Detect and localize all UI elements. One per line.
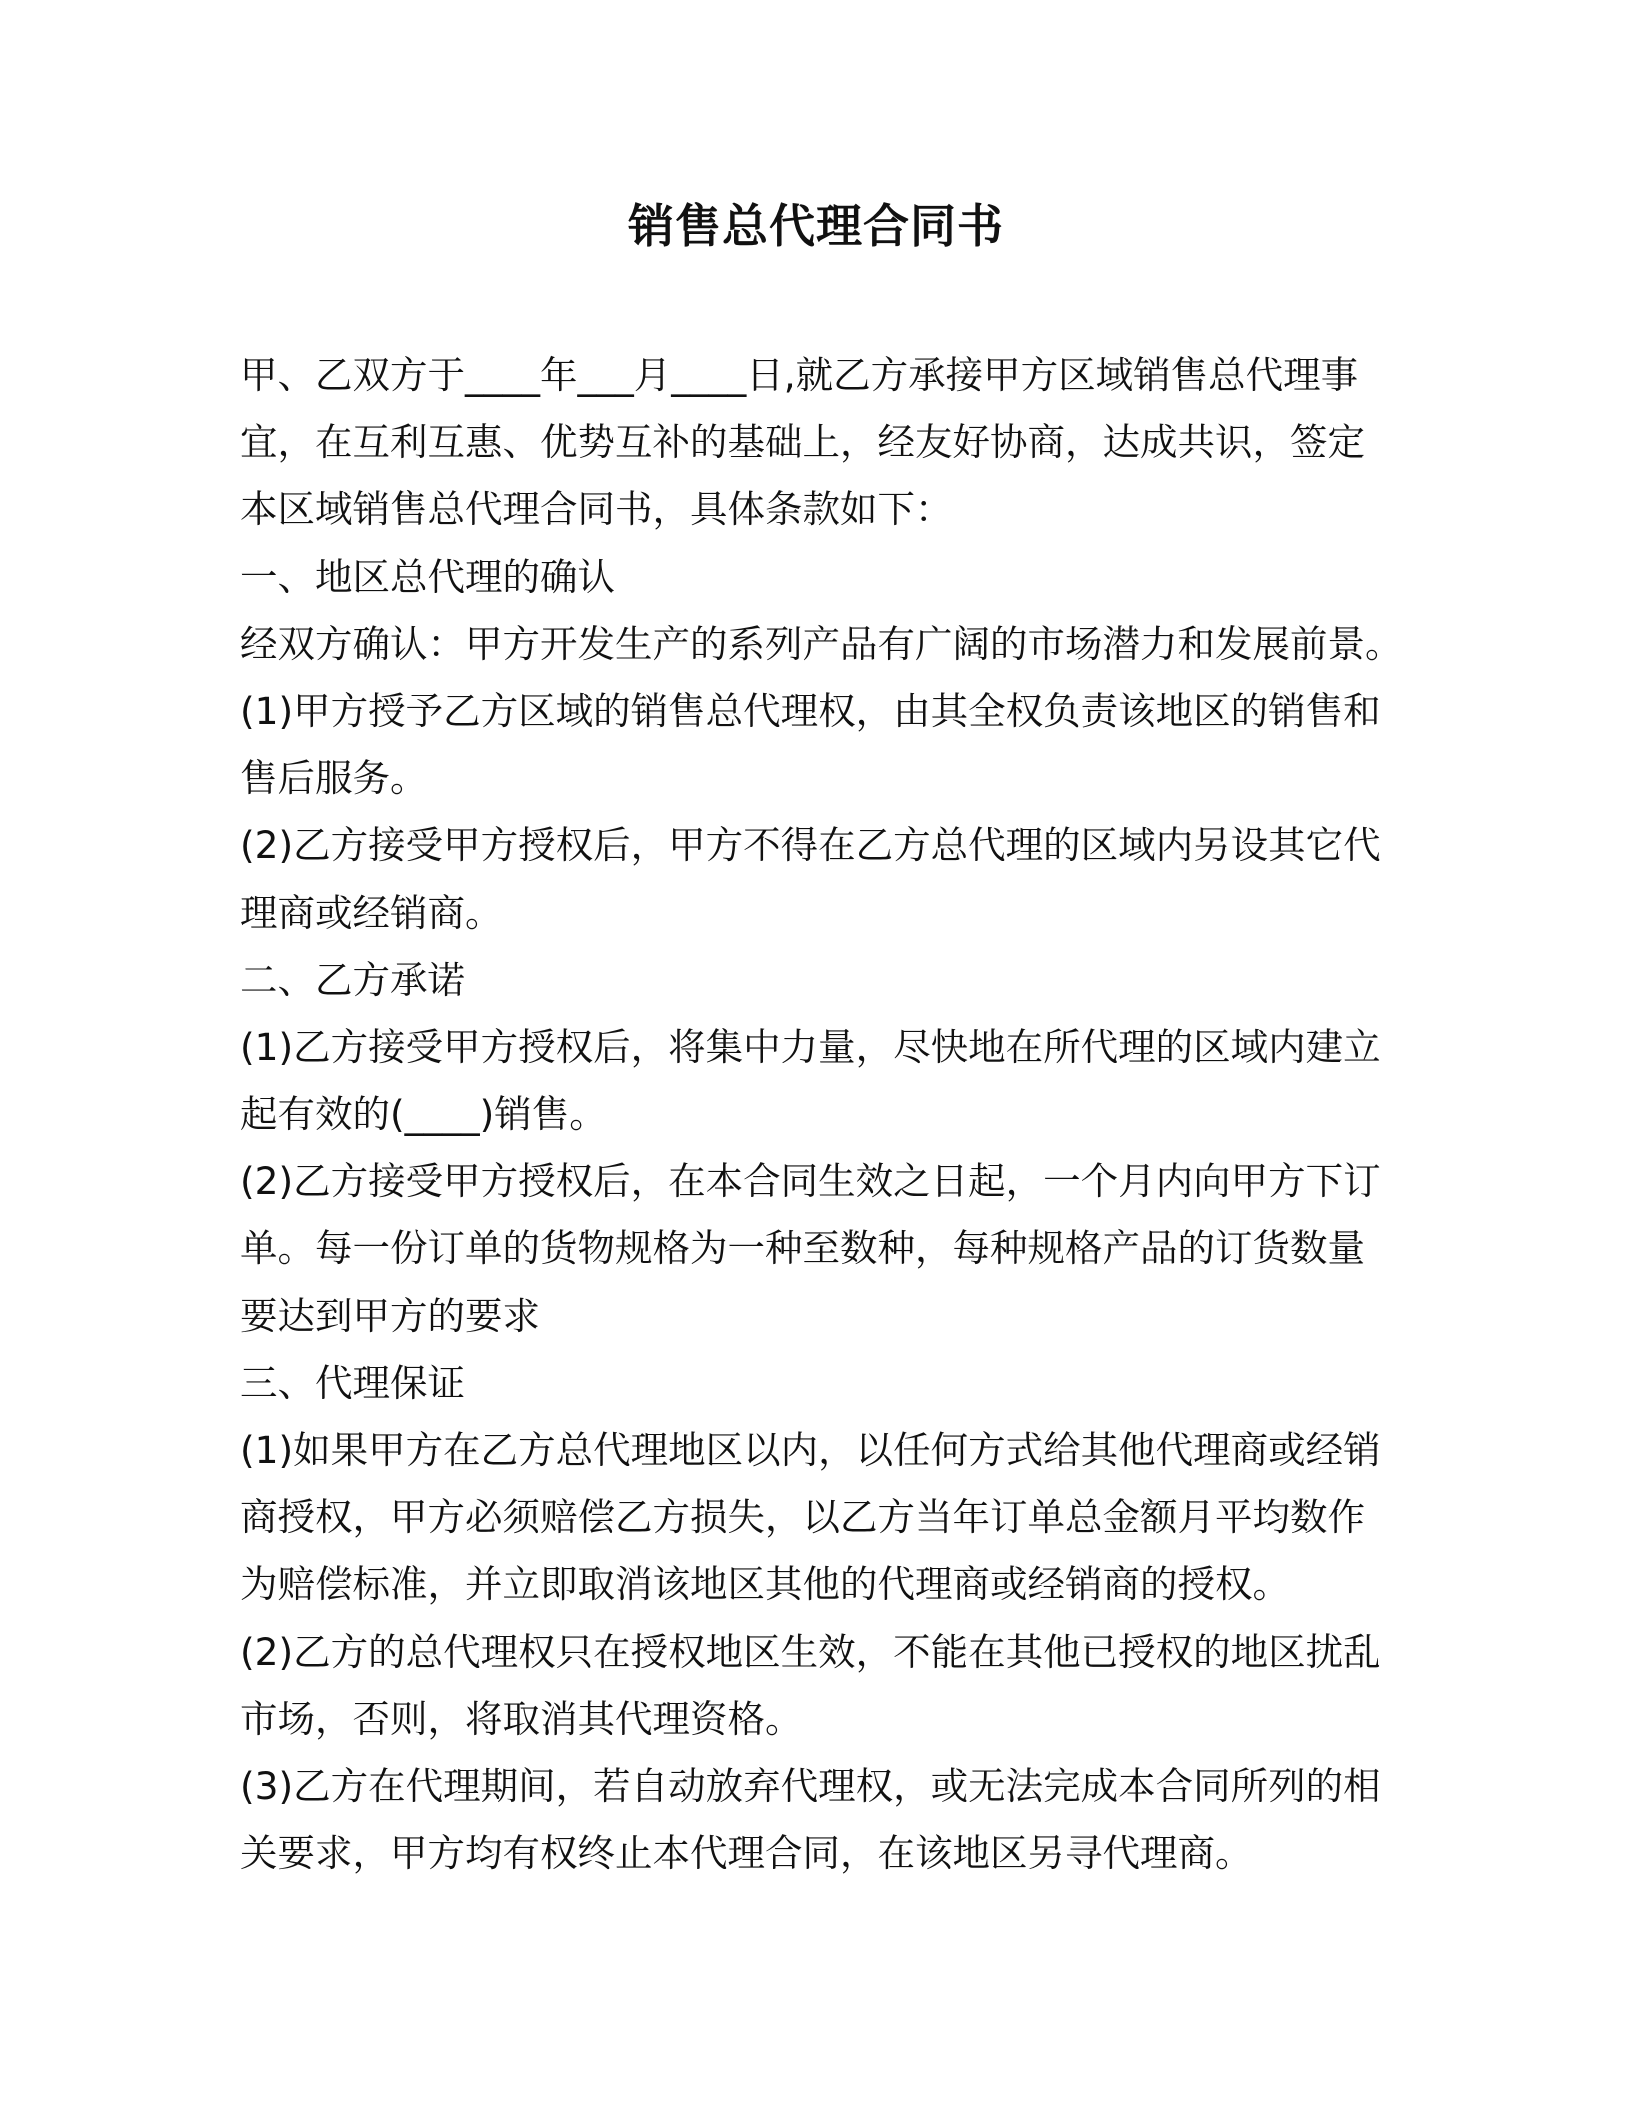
text-line: 甲、乙双方于____年___月____日,就乙方承接甲方区域销售总代理事 bbox=[240, 353, 1359, 397]
text-line: 为赔偿标准，并立即取消该地区其他的代理商或经销商的授权。 bbox=[240, 1562, 1290, 1607]
clause-line: (2)乙方接受甲方授权后，甲方不得在乙方总代理的区域内另设其它代 bbox=[240, 823, 1381, 868]
text-line: 商授权，甲方必须赔偿乙方损失，以乙方当年订单总金额月平均数作 bbox=[240, 1495, 1365, 1540]
clause-line: (3)乙方在代理期间，若自动放弃代理权，或无法完成本合同所列的相 bbox=[240, 1763, 1381, 1808]
clause-line: (1)如果甲方在乙方总代理地区以内，以任何方式给其他代理商或经销 bbox=[240, 1428, 1381, 1472]
section-heading: 三、代理保证 bbox=[240, 1360, 465, 1405]
text-line: 要达到甲方的要求 bbox=[240, 1293, 540, 1338]
text-line: 关要求，甲方均有权终止本代理合同，在该地区另寻代理商。 bbox=[240, 1831, 1253, 1876]
document-title: 销售总代理合同书 bbox=[628, 199, 1004, 253]
text-line: 单。每一份订单的货物规格为一种至数种，每种规格产品的订货数量 bbox=[240, 1226, 1365, 1271]
section-heading: 一、地区总代理的确认 bbox=[240, 554, 615, 599]
clause-line: (2)乙方接受甲方授权后，在本合同生效之日起，一个月内向甲方下订 bbox=[240, 1159, 1381, 1204]
text-line: 宜，在互利互惠、优势互补的基础上，经友好协商，达成共识，签定 bbox=[240, 420, 1365, 465]
text-line: 售后服务。 bbox=[240, 756, 428, 801]
clause-line: (2)乙方的总代理权只在授权地区生效，不能在其他已授权的地区扰乱 bbox=[240, 1629, 1381, 1674]
text-line: 经双方确认：甲方开发生产的系列产品有广阔的市场潜力和发展前景。 bbox=[240, 621, 1403, 666]
text-line: 本区域销售总代理合同书，具体条款如下： bbox=[240, 487, 953, 532]
section-heading: 二、乙方承诺 bbox=[240, 957, 465, 1002]
clause-line: (1)乙方接受甲方授权后，将集中力量，尽快地在所代理的区域内建立 bbox=[240, 1024, 1381, 1069]
text-line: 市场，否则，将取消其代理资格。 bbox=[240, 1696, 803, 1741]
document-body bbox=[240, 342, 1403, 1887]
text-line: 起有效的(____)销售。 bbox=[240, 1092, 607, 1137]
clause-line: (1)甲方授予乙方区域的销售总代理权，由其全权负责该地区的销售和 bbox=[240, 688, 1381, 733]
text-line: 理商或经销商。 bbox=[240, 890, 503, 935]
